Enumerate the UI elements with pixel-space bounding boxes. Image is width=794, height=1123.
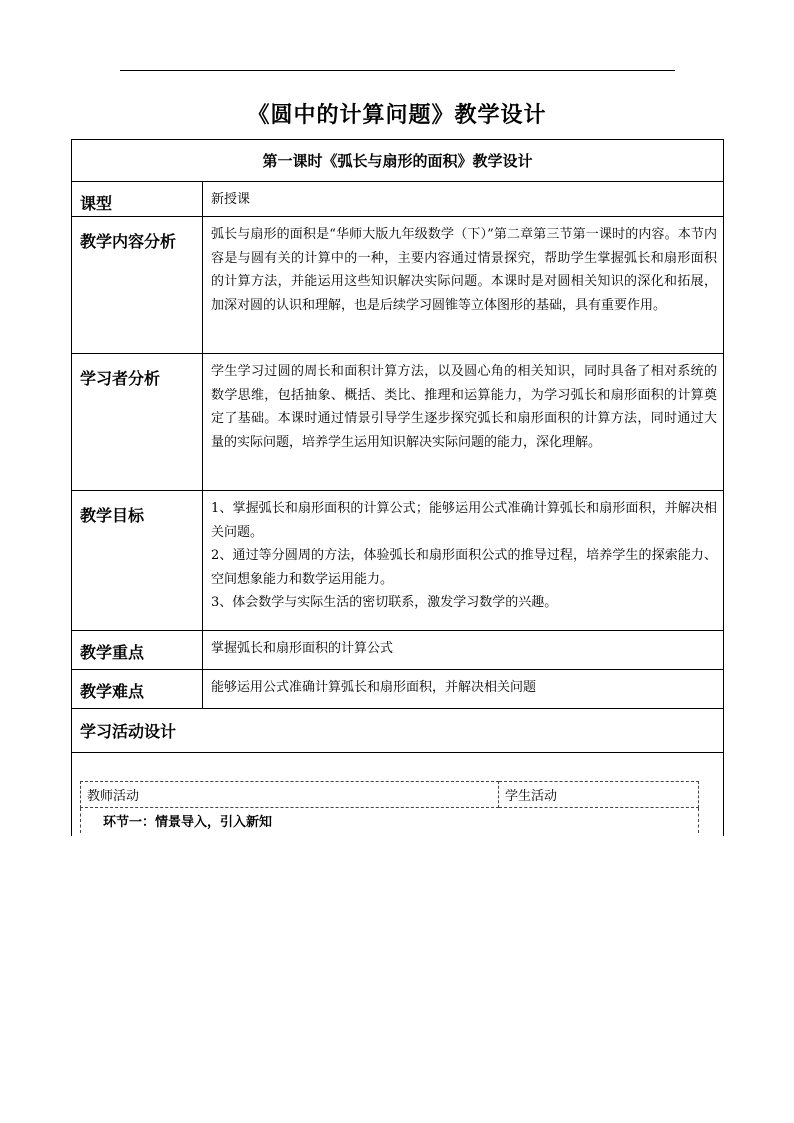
row-label-difficulties: 教学难点 — [72, 670, 203, 709]
row-label-content-analysis: 教学内容分析 — [72, 217, 203, 354]
lesson-plan-table — [71, 139, 724, 836]
difficulties-text: 能够运用公式准确计算弧长和扇形面积，并解决相关问题 — [211, 680, 537, 695]
document-title: 《圆中的计算问题》教学设计 — [247, 103, 547, 128]
objective-item: 1、掌握弧长和扇形面积的计算公式；能够运用公式准确计算弧长和扇形面积，并解决相关问题。 — [211, 501, 718, 540]
key-points-text: 掌握弧长和扇形面积的计算公式 — [211, 641, 394, 656]
row-label-key-points: 教学重点 — [72, 631, 203, 670]
row-content-lesson-type — [203, 182, 724, 217]
activity-design-area — [72, 753, 724, 837]
row-content-content-analysis — [203, 217, 724, 354]
lesson-type-text: 新授课 — [211, 192, 251, 207]
header-rule — [120, 70, 675, 71]
activity-table — [80, 781, 699, 833]
content-analysis-text: 弧长与扇形的面积是“华师大版九年级数学（下）”第二章第三节第一课时的内容。本节内容是与圆有关的计算中的一种，主要内容通过情景探究，帮助学生掌握弧长和扇形面积的计算方法，并能运用这些知识解决实际问题。本课时是对圆相关知识的深化和拓展，加深对圆的认识和理解，也是后续学习圆锥等立体图形的基础，具有重要作用。 — [211, 227, 718, 313]
learner-analysis-text: 学生学习过圆的周长和面积计算方法，以及圆心角的相关知识，同时具备了相对系统的数学思维，包括抽象、概括、类比、推理和运算能力，为学习弧长和扇形面积的计算奠定了基础。本课时通过情景引导学生逐步探究弧长和扇形面积的计算方法，同时通过大量的实际问题，培养学生运用知识解决实际问题的能力，深化理解。 — [211, 364, 718, 450]
row-label-learner-analysis: 学习者分析 — [72, 354, 203, 491]
activity-design-title: 学习活动设计 — [72, 709, 724, 753]
row-content-difficulties — [203, 670, 724, 709]
row-content-learner-analysis — [203, 354, 724, 491]
step-one-heading: 环节一：情景导入，引入新知 — [81, 808, 699, 834]
row-content-key-points — [203, 631, 724, 670]
student-activity-header: 学生活动 — [499, 782, 699, 808]
row-label-objectives: 教学目标 — [72, 491, 203, 631]
objective-item: 2、通过等分圆周的方法，体验弧长和扇形面积公式的推导过程，培养学生的探索能力、空间想象能力和数学运用能力。 — [211, 548, 718, 587]
row-content-objectives — [203, 491, 724, 631]
lesson-subtitle: 第一课时《弧长与扇形的面积》教学设计 — [72, 140, 724, 182]
objective-item: 3、体会数学与实际生活的密切联系，激发学习数学的兴趣。 — [211, 595, 558, 610]
teacher-activity-header: 教师活动 — [81, 782, 499, 808]
row-label-lesson-type: 课型 — [72, 182, 203, 217]
